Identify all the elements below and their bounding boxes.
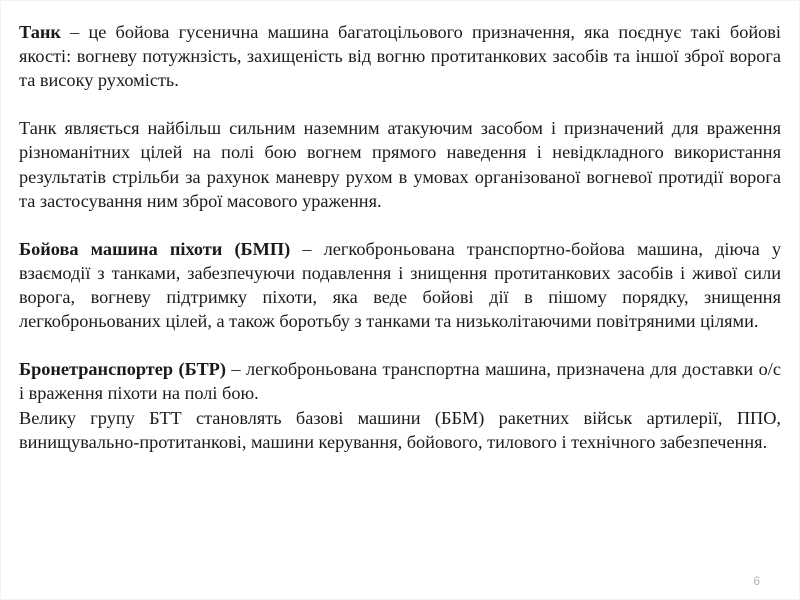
- slide-body: [19, 20, 781, 454]
- paragraph-bmp-definition: [19, 237, 781, 333]
- definition-tank: – це бойова гусенична машина багатоцільового призначення, яка поєднує такі бойові якості: вогневу потужнзість, захищеність від вогню протитанкових засобів та іншої зброї ворога та високу рухомість.: [19, 22, 781, 91]
- paragraph-spacer: [19, 333, 781, 357]
- term-bmp: Бойова машина піхоти (БМП): [19, 238, 291, 259]
- paragraph-btt-group: [19, 406, 781, 454]
- term-tank: Танк: [19, 22, 61, 42]
- text-tank-purpose: Танк являється найбільш сильним наземним атакуючим засобом і призначений для враження різноманітних цілей на полі бою вогнем прямого наведення і невідкладного використання результатів стрільби за рахунок маневру рухом в умовах організованої вогневої протидії ворога та застосування ним зброї масового ураження.: [19, 118, 781, 211]
- paragraph-tank-definition: [19, 20, 781, 92]
- definition-bmp: – легкоброньована транспортно-бойова машина, діюча у взаємодії з танками, забезпечуючи подавлення і знищення протитанкових засобів і живої сили ворога, вогневу підтримку піхоти, яка веде бойові дії в пішому порядку, знищення легкоброньованих цілей, а також боротьбу з танками та низьколітаючими повітряними цілями.: [19, 238, 782, 332]
- page-number: 6: [753, 574, 760, 588]
- text-btt-group: Велику групу БТТ становлять базові машини (ББМ) ракетних військ артилерії, ППО, винищувально-протитанкові, машини керування, бойового, тилового і технічного забезпечення.: [19, 407, 781, 452]
- paragraph-btr-definition: [19, 357, 781, 405]
- definition-btr: – легкоброньована транспортна машина, призначена для доставки о/с і враження піхоти на полі бою.: [19, 359, 781, 404]
- paragraph-spacer: [19, 213, 781, 237]
- paragraph-spacer: [19, 92, 781, 116]
- term-btr: Бронетранспортер (БТР): [19, 359, 226, 380]
- paragraph-tank-purpose: [19, 116, 781, 212]
